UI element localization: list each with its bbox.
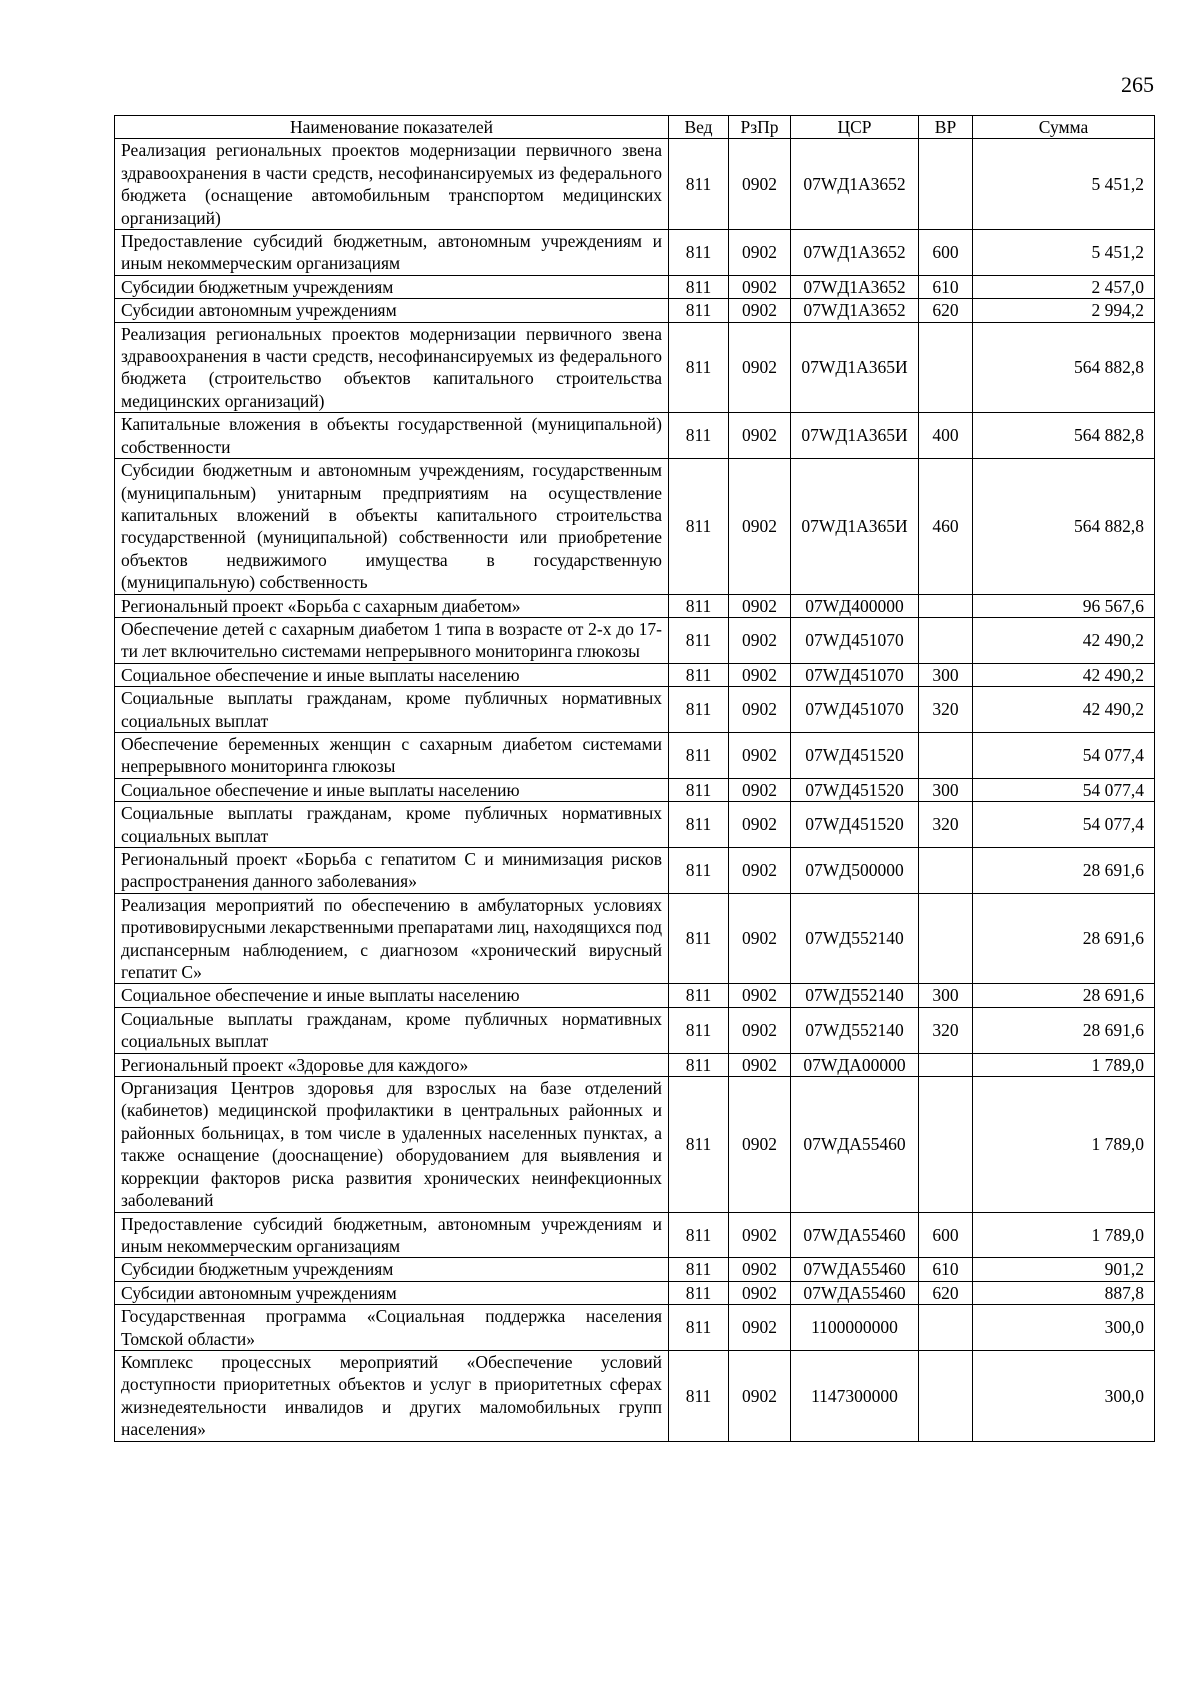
cell-ved: 811: [669, 687, 729, 733]
table-row: [115, 275, 1155, 298]
cell-name: Реализация региональных проектов модернизации первичного звена здравоохранения в части средств, несофинансируемых из федерального бюджета (оснащение автомобильным транспортом медицинских организаций): [115, 139, 669, 230]
table-body: [115, 139, 1155, 1441]
cell-rzpr: 0902: [729, 1007, 791, 1053]
cell-csr: 07WД451520: [791, 732, 919, 778]
cell-ved: 811: [669, 1212, 729, 1258]
cell-name: Социальное обеспечение и иные выплаты населению: [115, 984, 669, 1007]
cell-ved: 811: [669, 778, 729, 801]
cell-ved: 811: [669, 732, 729, 778]
cell-ved: 811: [669, 848, 729, 894]
cell-rzpr: 0902: [729, 732, 791, 778]
budget-table: [114, 115, 1155, 1442]
cell-rzpr: 0902: [729, 275, 791, 298]
cell-name: Комплекс процессных мероприятий «Обеспечение условий доступности приоритетных объектов и услуг в приоритетных сферах жизнедеятельности инвалидов и других маломобильных групп населения»: [115, 1350, 669, 1441]
cell-ved: 811: [669, 1007, 729, 1053]
cell-csr: 07WД552140: [791, 893, 919, 984]
cell-vr: 320: [919, 802, 973, 848]
table-row: [115, 687, 1155, 733]
table-row: [115, 139, 1155, 230]
cell-ved: 811: [669, 1281, 729, 1304]
cell-name: Субсидии бюджетным и автономным учреждениям, государственным (муниципальным) унитарным предприятиям на осуществление капитальных вложений в объекты капитального строительства государственной (муниципальной) собственности или приобретение объектов недвижимого имущества в государственную (муниципальную) собственность: [115, 459, 669, 594]
cell-name: Реализация региональных проектов модернизации первичного звена здравоохранения в части средств, несофинансируемых из федерального бюджета (строительство объектов капитального строительства медицинских организаций): [115, 322, 669, 413]
table-row: [115, 1258, 1155, 1281]
cell-sum: 1 789,0: [973, 1212, 1155, 1258]
cell-sum: 42 490,2: [973, 687, 1155, 733]
table-row: [115, 322, 1155, 413]
table-row: [115, 663, 1155, 686]
table-row: [115, 984, 1155, 1007]
cell-ved: 811: [669, 663, 729, 686]
cell-vr: 600: [919, 230, 973, 276]
cell-sum: 2 994,2: [973, 299, 1155, 322]
cell-name: Субсидии бюджетным учреждениям: [115, 1258, 669, 1281]
cell-vr: [919, 594, 973, 617]
table-row: [115, 778, 1155, 801]
cell-rzpr: 0902: [729, 1258, 791, 1281]
cell-ved: 811: [669, 1258, 729, 1281]
header-sum: Сумма: [973, 116, 1155, 139]
cell-name: Субсидии автономным учреждениям: [115, 299, 669, 322]
cell-rzpr: 0902: [729, 413, 791, 459]
cell-name: Капитальные вложения в объекты государственной (муниципальной) собственности: [115, 413, 669, 459]
cell-name: Социальные выплаты гражданам, кроме публичных нормативных социальных выплат: [115, 1007, 669, 1053]
table-row: [115, 1077, 1155, 1212]
cell-rzpr: 0902: [729, 1350, 791, 1441]
cell-csr: 07WД1А365И: [791, 459, 919, 594]
cell-csr: 07WД1А3652: [791, 275, 919, 298]
cell-sum: 887,8: [973, 1281, 1155, 1304]
header-ved: Вед: [669, 116, 729, 139]
cell-vr: 460: [919, 459, 973, 594]
cell-sum: 1 789,0: [973, 1077, 1155, 1212]
cell-rzpr: 0902: [729, 594, 791, 617]
cell-name: Предоставление субсидий бюджетным, автономным учреждениям и иным некоммерческим организациям: [115, 1212, 669, 1258]
cell-sum: 564 882,8: [973, 413, 1155, 459]
header-rzpr: РзПр: [729, 116, 791, 139]
cell-vr: 300: [919, 778, 973, 801]
cell-name: Социальное обеспечение и иные выплаты населению: [115, 778, 669, 801]
cell-vr: [919, 893, 973, 984]
cell-rzpr: 0902: [729, 299, 791, 322]
cell-rzpr: 0902: [729, 322, 791, 413]
cell-csr: 07WД451070: [791, 687, 919, 733]
cell-ved: 811: [669, 1350, 729, 1441]
cell-rzpr: 0902: [729, 1305, 791, 1351]
cell-name: Региональный проект «Здоровье для каждого»: [115, 1053, 669, 1076]
cell-rzpr: 0902: [729, 663, 791, 686]
cell-sum: 54 077,4: [973, 732, 1155, 778]
cell-csr: 07WД552140: [791, 1007, 919, 1053]
cell-vr: 600: [919, 1212, 973, 1258]
cell-vr: 610: [919, 275, 973, 298]
cell-vr: 320: [919, 687, 973, 733]
cell-sum: 28 691,6: [973, 984, 1155, 1007]
table-row: [115, 594, 1155, 617]
cell-sum: 564 882,8: [973, 322, 1155, 413]
cell-sum: 564 882,8: [973, 459, 1155, 594]
table-row: [115, 617, 1155, 663]
cell-vr: [919, 322, 973, 413]
table-row: [115, 1305, 1155, 1351]
cell-sum: 28 691,6: [973, 848, 1155, 894]
cell-sum: 96 567,6: [973, 594, 1155, 617]
table-row: [115, 1281, 1155, 1304]
cell-name: Социальное обеспечение и иные выплаты населению: [115, 663, 669, 686]
cell-name: Социальные выплаты гражданам, кроме публичных нормативных социальных выплат: [115, 687, 669, 733]
cell-ved: 811: [669, 275, 729, 298]
header-name: Наименование показателей: [115, 116, 669, 139]
table-row: [115, 1212, 1155, 1258]
cell-sum: 1 789,0: [973, 1053, 1155, 1076]
cell-vr: 620: [919, 299, 973, 322]
cell-ved: 811: [669, 459, 729, 594]
cell-name: Реализация мероприятий по обеспечению в амбулаторных условиях противовирусными лекарственными препаратами лиц, находящихся под диспансерным наблюдением, с диагнозом «хронический вирусный гепатит С»: [115, 893, 669, 984]
cell-rzpr: 0902: [729, 617, 791, 663]
table-row: [115, 1350, 1155, 1441]
cell-sum: 5 451,2: [973, 230, 1155, 276]
header-csr: ЦСР: [791, 116, 919, 139]
cell-rzpr: 0902: [729, 848, 791, 894]
cell-sum: 54 077,4: [973, 778, 1155, 801]
cell-csr: 07WДА55460: [791, 1212, 919, 1258]
cell-name: Организация Центров здоровья для взрослых на базе отделений (кабинетов) медицинской профилактики в центральных районных и районных больницах, в том числе в удаленных населенных пунктах, а также оснащение (дооснащение) оборудованием для выявления и коррекции факторов риска развития хронических неинфекционных заболеваний: [115, 1077, 669, 1212]
cell-vr: [919, 1350, 973, 1441]
cell-rzpr: 0902: [729, 459, 791, 594]
header-vr: ВР: [919, 116, 973, 139]
cell-sum: 28 691,6: [973, 1007, 1155, 1053]
cell-name: Предоставление субсидий бюджетным, автономным учреждениям и иным некоммерческим организациям: [115, 230, 669, 276]
cell-rzpr: 0902: [729, 1077, 791, 1212]
cell-vr: 300: [919, 663, 973, 686]
cell-csr: 07WД451070: [791, 617, 919, 663]
cell-name: Обеспечение беременных женщин с сахарным диабетом системами непрерывного мониторинга глюкозы: [115, 732, 669, 778]
cell-vr: [919, 848, 973, 894]
cell-name: Региональный проект «Борьба с сахарным диабетом»: [115, 594, 669, 617]
cell-ved: 811: [669, 1305, 729, 1351]
cell-vr: [919, 1053, 973, 1076]
cell-csr: 07WД1А365И: [791, 322, 919, 413]
cell-sum: 28 691,6: [973, 893, 1155, 984]
table-row: [115, 299, 1155, 322]
cell-vr: [919, 139, 973, 230]
cell-vr: 320: [919, 1007, 973, 1053]
cell-vr: 610: [919, 1258, 973, 1281]
cell-rzpr: 0902: [729, 893, 791, 984]
table-row: [115, 848, 1155, 894]
cell-csr: 07WДА00000: [791, 1053, 919, 1076]
cell-name: Государственная программа «Социальная поддержка населения Томской области»: [115, 1305, 669, 1351]
cell-csr: 07WД1А3652: [791, 139, 919, 230]
cell-ved: 811: [669, 413, 729, 459]
cell-sum: 2 457,0: [973, 275, 1155, 298]
table-row: [115, 459, 1155, 594]
cell-rzpr: 0902: [729, 139, 791, 230]
cell-vr: [919, 1077, 973, 1212]
cell-rzpr: 0902: [729, 778, 791, 801]
cell-vr: 300: [919, 984, 973, 1007]
cell-sum: 300,0: [973, 1305, 1155, 1351]
cell-rzpr: 0902: [729, 230, 791, 276]
cell-sum: 5 451,2: [973, 139, 1155, 230]
cell-sum: 54 077,4: [973, 802, 1155, 848]
cell-csr: 07WД552140: [791, 984, 919, 1007]
cell-name: Субсидии бюджетным учреждениям: [115, 275, 669, 298]
cell-vr: [919, 617, 973, 663]
cell-csr: 1100000000: [791, 1305, 919, 1351]
cell-csr: 07WД400000: [791, 594, 919, 617]
cell-sum: 300,0: [973, 1350, 1155, 1441]
cell-csr: 07WД451070: [791, 663, 919, 686]
cell-vr: [919, 732, 973, 778]
cell-rzpr: 0902: [729, 984, 791, 1007]
table-header-row: [115, 116, 1155, 139]
cell-sum: 42 490,2: [973, 617, 1155, 663]
cell-ved: 811: [669, 322, 729, 413]
cell-ved: 811: [669, 1077, 729, 1212]
cell-ved: 811: [669, 594, 729, 617]
table-row: [115, 893, 1155, 984]
cell-csr: 07WДА55460: [791, 1077, 919, 1212]
cell-vr: 620: [919, 1281, 973, 1304]
cell-ved: 811: [669, 230, 729, 276]
cell-ved: 811: [669, 139, 729, 230]
cell-rzpr: 0902: [729, 802, 791, 848]
table-row: [115, 802, 1155, 848]
cell-vr: [919, 1305, 973, 1351]
page-number: 265: [1121, 72, 1154, 97]
cell-csr: 07WД451520: [791, 778, 919, 801]
cell-ved: 811: [669, 893, 729, 984]
cell-ved: 811: [669, 617, 729, 663]
cell-rzpr: 0902: [729, 1281, 791, 1304]
table-row: [115, 413, 1155, 459]
cell-vr: 400: [919, 413, 973, 459]
table-row: [115, 1007, 1155, 1053]
cell-csr: 07WД1А3652: [791, 299, 919, 322]
cell-rzpr: 0902: [729, 1212, 791, 1258]
cell-csr: 07WДА55460: [791, 1258, 919, 1281]
cell-ved: 811: [669, 299, 729, 322]
table-row: [115, 230, 1155, 276]
table-row: [115, 1053, 1155, 1076]
cell-ved: 811: [669, 802, 729, 848]
cell-rzpr: 0902: [729, 1053, 791, 1076]
cell-ved: 811: [669, 984, 729, 1007]
cell-name: Субсидии автономным учреждениям: [115, 1281, 669, 1304]
cell-csr: 07WД1А365И: [791, 413, 919, 459]
cell-name: Обеспечение детей с сахарным диабетом 1 типа в возрасте от 2-х до 17-ти лет включительно системами непрерывного мониторинга глюкозы: [115, 617, 669, 663]
cell-name: Региональный проект «Борьба с гепатитом С и минимизация рисков распространения данного заболевания»: [115, 848, 669, 894]
table-row: [115, 732, 1155, 778]
cell-name: Социальные выплаты гражданам, кроме публичных нормативных социальных выплат: [115, 802, 669, 848]
cell-csr: 07WД451520: [791, 802, 919, 848]
cell-rzpr: 0902: [729, 687, 791, 733]
cell-ved: 811: [669, 1053, 729, 1076]
cell-sum: 42 490,2: [973, 663, 1155, 686]
cell-csr: 1147300000: [791, 1350, 919, 1441]
cell-csr: 07WДА55460: [791, 1281, 919, 1304]
cell-sum: 901,2: [973, 1258, 1155, 1281]
cell-csr: 07WД1А3652: [791, 230, 919, 276]
cell-csr: 07WД500000: [791, 848, 919, 894]
